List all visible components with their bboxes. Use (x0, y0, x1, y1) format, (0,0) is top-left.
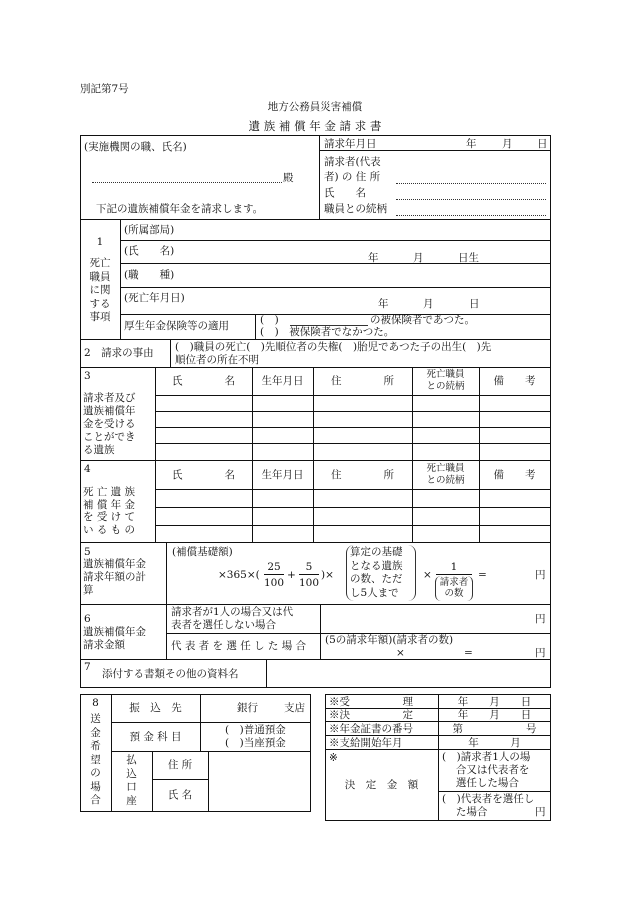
section4-label: 死 亡 遺 族 補 償 年 金 を 受 け て い る も の (83, 486, 136, 536)
relation-label: 職員との続柄 (324, 203, 387, 215)
office-mark: ※ (329, 752, 338, 764)
calc-times: × (423, 569, 432, 581)
office-payment-start-value: 年 月 (468, 737, 521, 749)
office-rep-yen: 円 (535, 806, 546, 818)
payee-address-label: 住 所 (167, 759, 193, 771)
branch-label: 支店 (284, 702, 305, 714)
day-label: 日 (537, 138, 548, 150)
single-amount-yen: 円 (535, 613, 546, 625)
s4-col-birth: 生年月日 (261, 469, 304, 481)
fraction1-den: 100 (263, 577, 285, 589)
case-single-1: 請求者が1人の場合又は代 (171, 606, 294, 618)
fraction3-num: 1 (450, 561, 458, 573)
rep-amount-yen: 円 (535, 647, 546, 659)
transfer-to-label: 振 込 先 (129, 702, 182, 714)
section6-label: 遺族補償年金 請求金額 (83, 626, 146, 651)
office-certificate-value: 第 号 (452, 723, 537, 735)
s3-col-address: 住 所 (331, 375, 394, 387)
form-number: 別記第7号 (80, 83, 129, 95)
section5-number: 5 (84, 546, 91, 558)
pension-option-2[interactable]: ( ) 被保険者でなかつた。 (260, 326, 395, 338)
payee-name-label: 氏 名 (167, 789, 193, 801)
case-representative: 代 表 者 を 選 任 し た 場 合 (171, 640, 307, 652)
bereaved-count-text: 算定の基礎 となる遺族 の数、ただ し5人まで (350, 546, 403, 599)
case-single-2: 表者を選任しない場合 (171, 619, 276, 631)
section8-label: 送 金 希 望 の 場 合 (90, 713, 101, 806)
s3-col-relation-2: との続柄 (426, 381, 465, 392)
death-day: 日 (469, 298, 480, 310)
deposit-checking[interactable]: ( )当座預金 (225, 737, 286, 749)
birth-month: 月 (413, 252, 424, 264)
base-amount-label: (補償基礎額) (172, 546, 233, 558)
section1-number: 1 (96, 236, 104, 248)
section3-label: 請求者及び 遺族補償年 金を受ける ことができ る遺族 (83, 392, 136, 456)
office-single-case: ( )請求者1人の場 合又は代表者を 選任した場合 (442, 751, 531, 789)
office-rep-case: ( )代表者を選任し た場合 (442, 793, 535, 818)
month-label: 月 (502, 138, 513, 150)
fraction2-num: 5 (305, 561, 313, 573)
section8-number: 8 (92, 697, 99, 709)
s4-col-relation-1: 死亡職員 (426, 463, 465, 474)
death-date-label: (死亡年月日) (124, 292, 185, 304)
representative-formula: (5の請求年額)(請求者の数) (325, 634, 454, 646)
reason-options-line2[interactable]: 順位者の所在不明 (175, 354, 259, 366)
section3-number: 3 (84, 370, 91, 382)
deposit-ordinary[interactable]: ( )普通預金 (225, 724, 286, 736)
calc-close: )× (321, 569, 334, 581)
s4-col-address: 住 所 (331, 469, 394, 481)
office-certificate-no: ※年金証書の番号 (329, 723, 413, 735)
section4-number: 4 (84, 463, 91, 475)
bank-label: 銀行 (237, 702, 258, 714)
s3-col-name: 氏 名 (172, 375, 235, 387)
section6-number: 6 (84, 613, 91, 625)
annual-amount-yen: 円 (535, 569, 546, 581)
s3-col-remarks: 備 考 (493, 375, 536, 387)
death-year: 年 (378, 298, 389, 310)
birth-year: 年 (368, 252, 379, 264)
request-statement: 下記の遺族補償年金を請求します。 (96, 203, 264, 215)
reason-options-line1[interactable]: ( )職員の死亡( )先順位者の失権( )胎児であつた子の出生( )先 (175, 341, 492, 353)
address-label-1: 請求者(代表 (324, 156, 381, 168)
request-date-label: 請求年月日 (324, 138, 377, 150)
section7-number: 7 (84, 661, 91, 673)
claimant-name-label: 氏 名 (324, 187, 366, 199)
organization-name: 地方公務員災害補償 (267, 101, 363, 113)
rep-equals: = (464, 647, 473, 659)
official-label: (実施機関の職、氏名) (84, 141, 187, 153)
attachments-label: 添付する書類その他の資料名 (102, 668, 239, 680)
office-decided-date: 年 月 日 (457, 709, 532, 721)
honorific: 殿 (283, 172, 294, 184)
office-decided: ※決 定 (329, 709, 413, 721)
calc-mult: ×365×( (218, 569, 260, 581)
s3-col-birth: 生年月日 (261, 375, 304, 387)
office-decision-amount: 決 定 金 額 (344, 779, 419, 791)
calc-equals: = (478, 569, 487, 581)
rep-times: × (396, 647, 405, 659)
deceased-name-label: (氏 名) (124, 245, 175, 257)
s4-col-name: 氏 名 (172, 469, 235, 481)
year-label: 年 (466, 138, 477, 150)
birth-day: 日生 (458, 252, 479, 264)
fraction3-den-1: 請求者 (439, 577, 469, 588)
deposit-type-label: 預 金 科 目 (129, 731, 182, 743)
address-label-2: 者) の 住 所 (324, 171, 381, 183)
section1-label: 死亡 職員 に関 する 事項 (89, 257, 111, 323)
pension-coverage-label: 厚生年金保険等の適用 (124, 320, 229, 332)
office-received: ※受 理 (329, 696, 413, 708)
office-payment-start: ※支給開始年月 (329, 737, 403, 749)
pension-option-1-text: の被保険者であつた。 (370, 314, 475, 326)
s4-col-relation-2: との続柄 (426, 475, 465, 486)
fraction1-num: 25 (267, 561, 281, 573)
payee-account-label: 払 込 口 座 (126, 754, 137, 807)
fraction2-den: 100 (298, 577, 320, 589)
section5-label: 遺族補償年金 請求年額の計 算 (83, 558, 146, 596)
calc-plus: + (287, 569, 296, 581)
s4-col-remarks: 備 考 (493, 469, 536, 481)
occupation-label: (職 種) (124, 269, 175, 281)
office-received-date: 年 月 日 (457, 696, 532, 708)
form-title: 遺 族 補 償 年 金 請 求 書 (248, 119, 382, 133)
fraction3-den-2: の数 (444, 588, 464, 599)
department-label: (所属部局) (124, 224, 175, 236)
death-month: 月 (423, 298, 434, 310)
s3-col-relation-1: 死亡職員 (426, 369, 465, 380)
section2-label: 2 請求の事由 (84, 347, 154, 359)
pension-option-1[interactable]: ( ) (260, 314, 279, 326)
